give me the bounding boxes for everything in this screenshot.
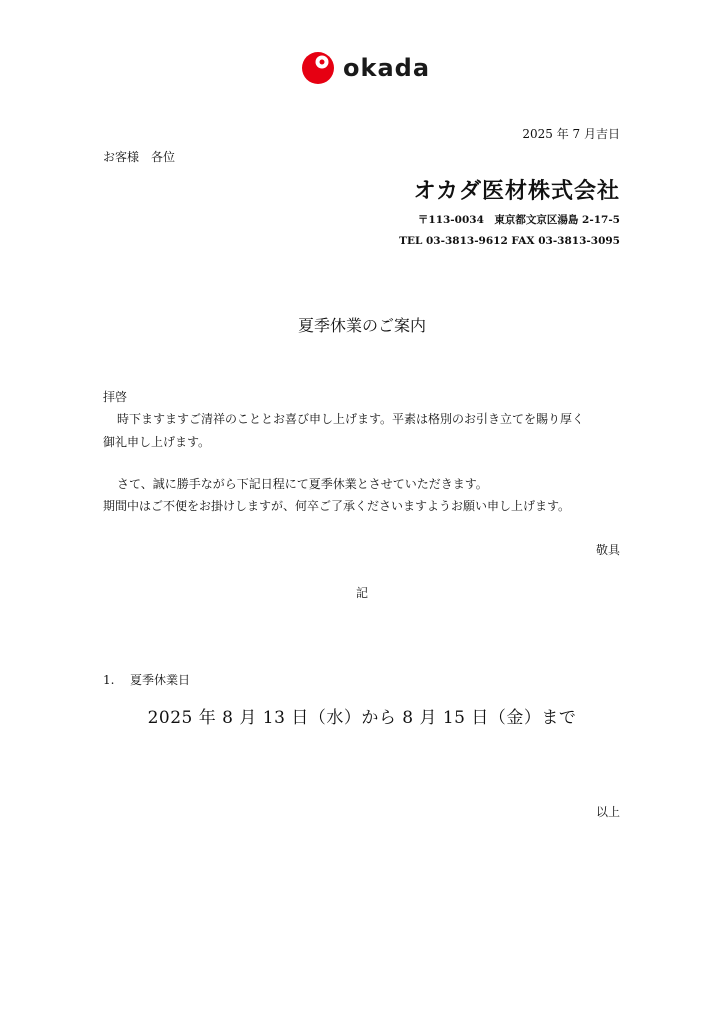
opening-greeting: 拝啓 [103,390,128,404]
company-address: 〒113-0034 東京都文京区湯島 2-17-5 [417,214,620,226]
closing-word: 敬具 [595,543,620,557]
okada-logo-icon [301,50,335,86]
end-mark: 以上 [595,805,620,819]
logo-wordmark: okada [343,54,431,82]
item-number: 1. [103,673,115,687]
addressee: お客様 各位 [103,150,176,164]
paragraph-2-line-2: 期間中はご不便をお掛けしますが、何卒ご了承くださいますようお願い申し上げます。 [103,499,571,513]
company-name: オカダ医材株式会社 [413,179,620,204]
holiday-period: 2025 年 8 月 13 日（水）から 8 月 15 日（金）まで [147,708,577,728]
letter-date: 2025 年 7 月吉日 [522,127,620,141]
item-label: 夏季休業日 [130,673,191,687]
paragraph-2-line-1: さて、誠に勝手ながら下記日程にて夏季休業とさせていただきます。 [117,477,488,491]
paragraph-1-line-2: 御礼申し上げます。 [103,435,211,449]
company-tel-fax: TEL 03-3813-9612 FAX 03-3813-3095 [399,235,620,247]
company-logo [301,50,430,86]
item-heading [103,671,190,688]
paragraph-1-line-1: 時下ますますご清祥のこととお喜び申し上げます。平素は格別のお引き立てを賜り厚く [117,412,585,426]
ki-heading: 記 [355,586,368,600]
document-title: 夏季休業のご案内 [297,316,426,335]
